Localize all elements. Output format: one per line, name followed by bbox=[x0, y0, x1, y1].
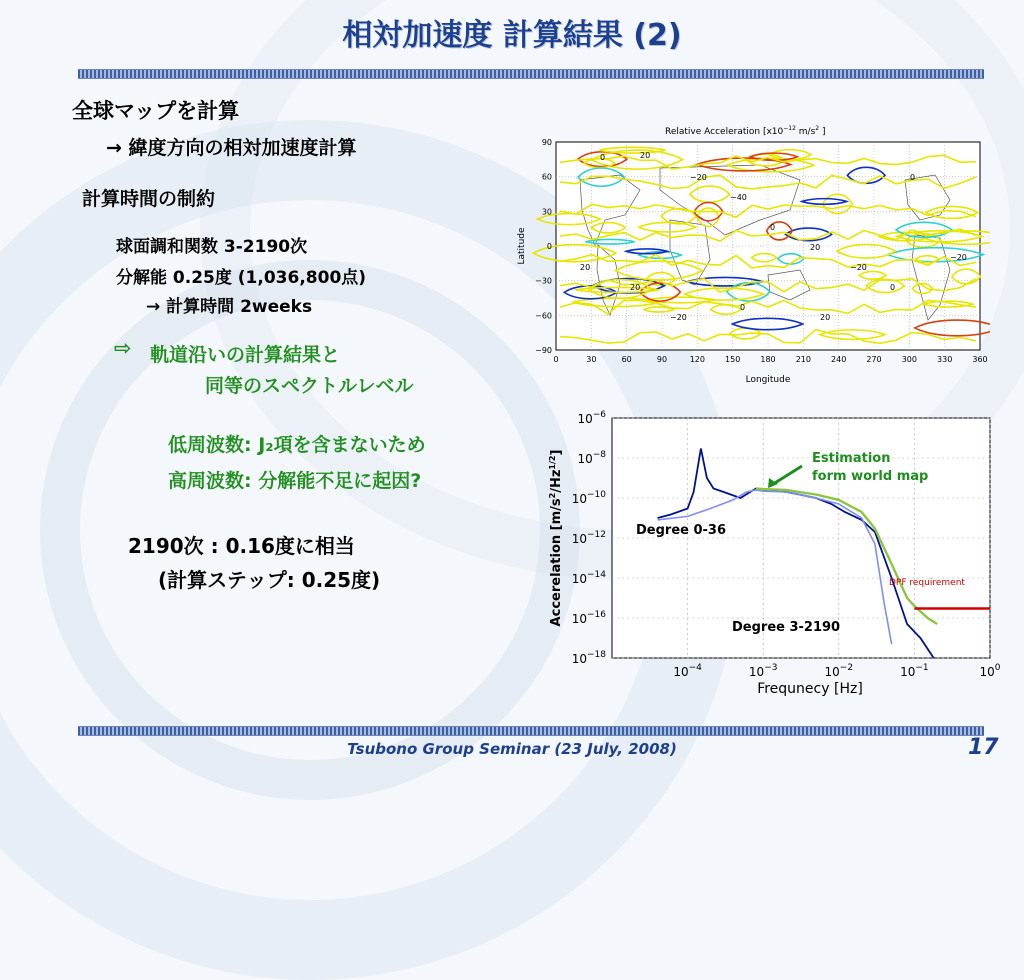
map-title-unit-exponent: 2 bbox=[815, 125, 820, 132]
map-y-tick: −90 bbox=[535, 346, 552, 355]
map-title: Relative Acceleration [x10 bbox=[665, 127, 784, 137]
map-x-tick: 30 bbox=[586, 355, 597, 364]
map-x-tick: 360 bbox=[972, 355, 988, 364]
spectrum-y-label-end: ] bbox=[549, 449, 564, 456]
bullet-step-size: (計算ステップ: 0.25度) bbox=[158, 568, 381, 592]
bullet-degree: 球面調和関数 3-2190次 bbox=[116, 237, 308, 257]
contour-label: 0 bbox=[740, 303, 746, 312]
map-title-exponent: −12 bbox=[783, 125, 796, 132]
map-x-tick: 60 bbox=[621, 355, 632, 364]
spectrum-y-tick: $10^{-6}$ bbox=[577, 410, 606, 426]
map-y-tick: −60 bbox=[535, 311, 552, 321]
spectrum-y-tick: $10^{-10}$ bbox=[571, 490, 606, 506]
map-x-tick: 180 bbox=[760, 355, 776, 364]
map-title-end: ] bbox=[819, 127, 826, 137]
spectrum-y-tick: $10^{-16}$ bbox=[571, 610, 606, 626]
bullet-latitude-calc: → 緯度方向の相対加速度計算 bbox=[106, 137, 357, 159]
relative-acceleration-map bbox=[510, 120, 990, 390]
map-y-tick: 60 bbox=[541, 172, 552, 182]
spectrum-y-label-mid: /Hz bbox=[549, 469, 564, 493]
footer-divider bbox=[78, 726, 984, 736]
map-x-label: Longitude bbox=[745, 375, 791, 385]
map-x-tick: 120 bbox=[689, 355, 705, 364]
spectrum-y-tick: $10^{-12}$ bbox=[571, 530, 606, 546]
estimation-label: Estimation bbox=[812, 451, 891, 466]
bullet-resolution: 分解能 0.25度 (1,036,800点) bbox=[116, 268, 367, 288]
slide-title: 相対加速度 計算結果 (2) bbox=[342, 18, 682, 53]
contour-label: 0 bbox=[910, 173, 916, 182]
spectrum-x-tick: $10^{-1}$ bbox=[900, 663, 929, 679]
map-x-tick: 240 bbox=[831, 355, 847, 364]
spectrum-y-label-exp2: 2 bbox=[548, 492, 557, 499]
contour-label: −20 bbox=[950, 253, 967, 262]
spectrum-y-tick: $10^{-8}$ bbox=[577, 450, 606, 466]
dpf-requirement-label: DPF requirement bbox=[889, 578, 965, 588]
contour-label: 0 bbox=[600, 153, 606, 162]
map-x-tick: 90 bbox=[656, 355, 668, 364]
map-x-tick: 210 bbox=[795, 355, 811, 364]
bullet-high-frequency: 高周波数: 分解能不足に起因? bbox=[168, 470, 422, 492]
map-y-label: Latitude bbox=[517, 227, 527, 265]
bullet-spectrum-level: 同等のスペクトルレベル bbox=[205, 375, 414, 397]
spectrum-y-tick: $10^{-18}$ bbox=[571, 650, 606, 666]
contour-label: −20 bbox=[670, 313, 687, 322]
bullet-compute-time: → 計算時間 2weeks bbox=[146, 297, 313, 317]
contour-label: 0 bbox=[770, 223, 776, 232]
hollow-arrow-icon: ⇨ bbox=[114, 336, 132, 360]
spectrum-x-tick: $10^{-2}$ bbox=[824, 663, 854, 679]
spectrum-x-tick: $10^{-3}$ bbox=[748, 663, 778, 679]
bullet-orbit-compare: 軌道沿いの計算結果と bbox=[150, 344, 341, 366]
spectrum-x-tick: $10^0$ bbox=[979, 663, 1001, 679]
map-x-tick: 0 bbox=[553, 355, 559, 364]
map-x-tick: 270 bbox=[866, 355, 882, 364]
spectrum-x-label: Frequnecy [Hz] bbox=[757, 681, 863, 697]
map-x-tick: 330 bbox=[937, 355, 953, 364]
map-x-tick: 150 bbox=[725, 355, 741, 364]
header-divider bbox=[78, 69, 984, 79]
footer-text: Tsubono Group Seminar (23 July, 2008) bbox=[347, 740, 677, 758]
svg-text:Relative Acceleration [x10−12 bbox=[665, 125, 825, 137]
bullet-degree-equivalent: 2190次 : 0.16度に相当 bbox=[128, 534, 355, 558]
map-y-tick: −30 bbox=[535, 276, 552, 286]
contour-label: 20 bbox=[640, 151, 651, 160]
map-y-tick: 30 bbox=[541, 207, 552, 217]
estimation-label-line2: form world map bbox=[812, 469, 929, 484]
bullet-low-frequency: 低周波数: J₂項を含まないため bbox=[168, 434, 426, 456]
page-number: 17 bbox=[968, 735, 999, 760]
contour-label: 20 bbox=[820, 313, 831, 322]
contour-label: 20 bbox=[630, 283, 641, 292]
spectrum-x-tick: $10^{-4}$ bbox=[673, 663, 702, 679]
contour-label: −20 bbox=[850, 263, 867, 272]
contour-label: 20 bbox=[580, 263, 591, 272]
spectrum-y-label-exp: 1/2 bbox=[548, 455, 557, 470]
bullet-global-map: 全球マップを計算 bbox=[72, 99, 240, 123]
svg-text:Accerelation [m/s2/Hz1/2] bbox=[548, 450, 564, 627]
map-y-tick: 90 bbox=[541, 138, 552, 147]
bullet-time-limit: 計算時間の制約 bbox=[82, 188, 216, 210]
degree-3-2190-label: Degree 3-2190 bbox=[732, 620, 841, 635]
map-y-tick: 0 bbox=[546, 242, 552, 251]
map-title-unit: m/s bbox=[795, 127, 816, 137]
contour-label: −40 bbox=[730, 193, 747, 202]
spectrum-y-tick: $10^{-14}$ bbox=[571, 570, 606, 586]
contour-label: −20 bbox=[690, 173, 707, 182]
contour-label: 0 bbox=[890, 283, 896, 292]
contour-label: 20 bbox=[810, 243, 821, 252]
map-x-tick: 300 bbox=[901, 355, 917, 364]
spectrum-y-label: Accerelation [m/s bbox=[549, 498, 564, 627]
degree-0-36-label: Degree 0-36 bbox=[636, 523, 727, 538]
acceleration-spectrum-chart bbox=[540, 408, 1002, 704]
